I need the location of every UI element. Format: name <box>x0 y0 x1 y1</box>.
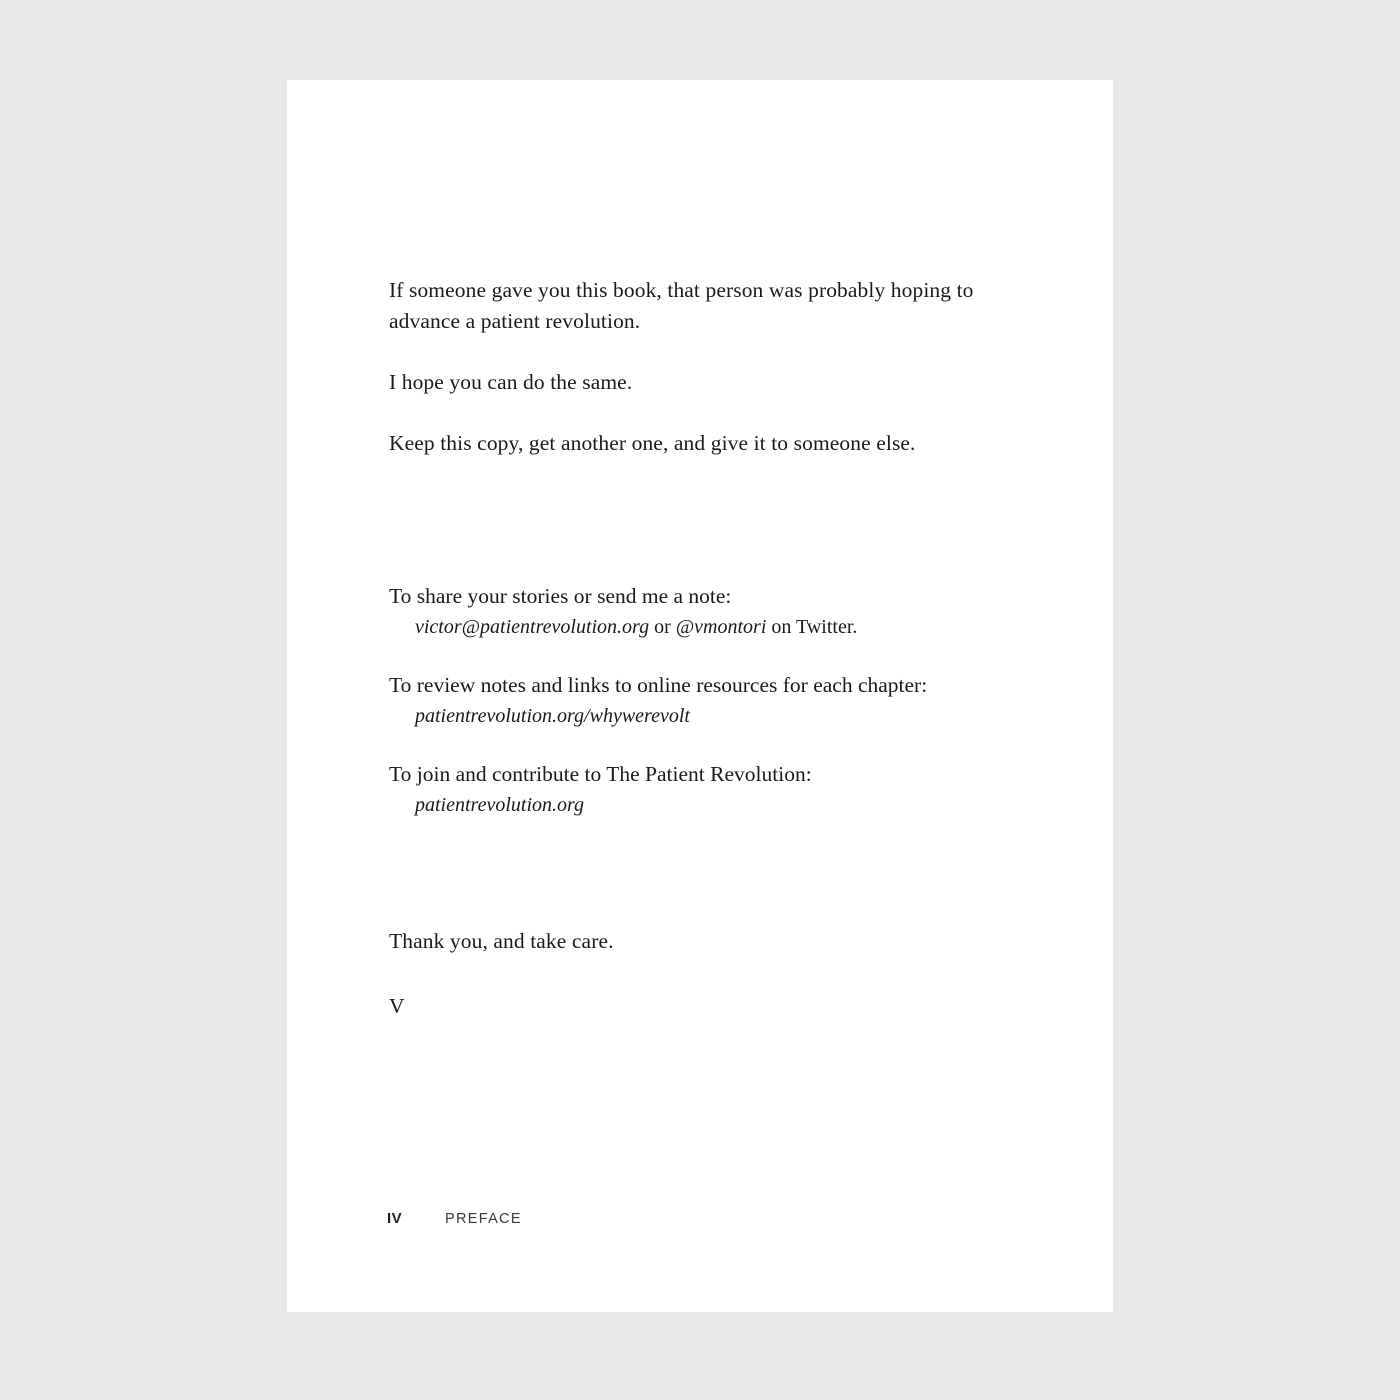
notes-url-link[interactable]: patientrevolution.org/whywerevolt <box>415 705 690 727</box>
contact-lead-notes: To review notes and links to online resources for each chapter: <box>389 673 928 697</box>
page-content <box>389 275 1009 1022</box>
email-link[interactable]: victor@patientrevolution.org <box>415 616 650 638</box>
contact-block-notes <box>389 670 1009 731</box>
paragraph-3: Keep this copy, get another one, and give it to someone else. <box>389 431 916 455</box>
contact-block-join <box>389 759 1009 820</box>
paragraph-2: I hope you can do the same. <box>389 370 633 394</box>
section-title: PREFACE <box>445 1211 522 1227</box>
contact-block-stories <box>389 581 1009 642</box>
twitter-handle[interactable]: @vmontori <box>675 616 767 638</box>
contact-lead-stories: To share your stories or send me a note: <box>389 584 732 608</box>
contact-lead-join: To join and contribute to The Patient Revolution: <box>389 762 812 786</box>
connector-or: or <box>649 616 676 638</box>
spacer-before-closing <box>389 848 1009 926</box>
contact-detail-stories <box>389 612 1009 642</box>
book-page <box>287 80 1113 1312</box>
twitter-tail: on Twitter. <box>766 616 858 638</box>
page-footer <box>387 1210 522 1227</box>
join-url-link[interactable]: patientrevolution.org <box>415 794 585 816</box>
spacer-before-contacts <box>389 489 1009 581</box>
paragraph-1: If someone gave you this book, that person was probably hoping to advance a patient revolution. <box>389 278 974 333</box>
closing-line: Thank you, and take care. <box>389 929 614 953</box>
page-number: IV <box>387 1210 403 1227</box>
signature-initial: V <box>389 994 405 1018</box>
